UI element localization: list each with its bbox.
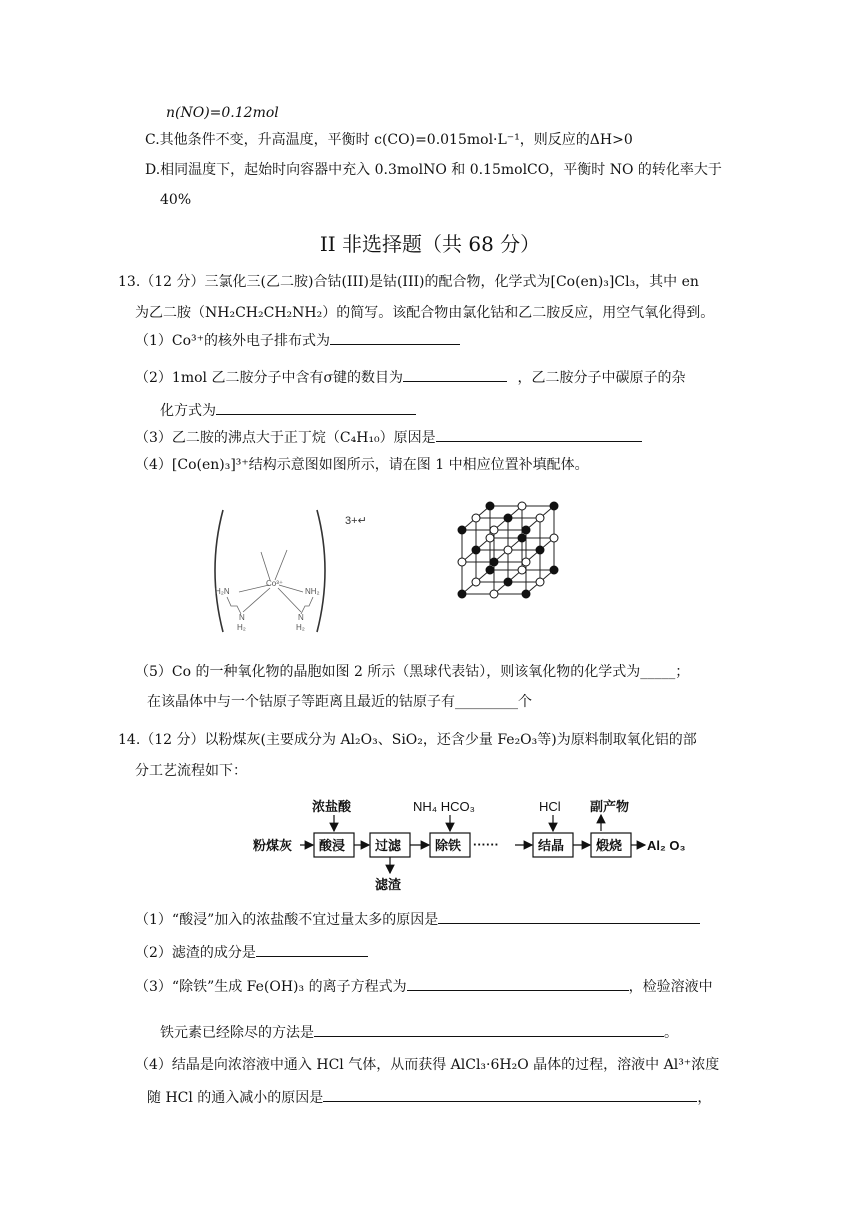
- flow-output-byproduct: 副产物: [590, 799, 630, 814]
- q14-part4-text-b: 随 HCl 的通入减小的原因是: [147, 1090, 324, 1106]
- flow-step: 结晶: [538, 838, 565, 853]
- cobalt-atom: [522, 526, 530, 534]
- q13-part5: （5）Co 的一种氧化物的晶胞如图 2 所示（黑球代表钴），则该氧化物的化学式为_____；: [135, 664, 690, 680]
- flow-input-iron: NH₄ HCO₃: [413, 799, 475, 814]
- cobalt-atom: [550, 502, 558, 510]
- oxygen-atom: [458, 558, 466, 566]
- q14-part3-text-c: 铁元素已经除尽的方法是: [160, 1025, 314, 1041]
- answer-blank[interactable]: [330, 329, 460, 345]
- cobalt-atom: [486, 502, 494, 510]
- q14-part3-cont: [160, 1021, 678, 1043]
- answer-blank[interactable]: [323, 1086, 697, 1102]
- flow-start: 粉煤灰: [253, 838, 293, 853]
- q13-part4: （4）[Co(en)₃]³⁺结构示意图如图所示，请在图 1 中相应位置补填配体。: [135, 457, 589, 473]
- q14-part3-text: （3）“除铁”生成 Fe(OH)₃ 的离子方程式为: [135, 979, 407, 995]
- right-bracket: [317, 510, 325, 632]
- answer-blank[interactable]: [216, 399, 416, 415]
- process-flowchart: [245, 795, 705, 895]
- answer-blank[interactable]: [438, 908, 700, 924]
- q14-part3-text-b: ，检验溶液中: [628, 979, 713, 995]
- ligand-label: NH₂: [305, 587, 320, 596]
- oxygen-atom: [472, 578, 480, 586]
- q14-part2: [135, 941, 368, 963]
- q13-part2-cont: [160, 399, 416, 421]
- cobalt-atom: [458, 526, 466, 534]
- oxygen-atom: [522, 558, 530, 566]
- q14-part3: [135, 975, 713, 997]
- ligand-label: H₂: [237, 623, 246, 632]
- q14-part4: （4）结晶是向浓溶液中通入 HCl 气体，从而获得 AlCl₃·6H₂O 晶体的过程，溶液中 Al³⁺浓度: [135, 1057, 720, 1073]
- q13-part1-text: （1）Co³⁺的核外电子排布式为: [135, 333, 331, 349]
- ligand-label: H₂: [296, 623, 305, 632]
- flow-product: Al₂ O₃: [647, 838, 686, 853]
- oxygen-atom: [536, 578, 544, 586]
- section-title: II 非选择题（共 68 分）: [319, 232, 541, 256]
- q13-part2-text: （2）1mol 乙二胺分子中含有σ键的数目为: [135, 370, 404, 386]
- cobalt-atom: [550, 566, 558, 574]
- q14-part3-text-d: 。: [664, 1025, 678, 1041]
- cobalt-atom: [490, 558, 498, 566]
- q13-part1: [135, 329, 460, 351]
- flow-step: 煅烧: [596, 838, 623, 853]
- option-d: D.相同温度下，起始时向容器中充入 0.3molNO 和 0.15molCO，平衡时 NO 的转化率大于: [145, 162, 722, 178]
- flow-input-acid: 浓盐酸: [312, 799, 352, 814]
- flow-ellipsis: ······: [473, 837, 499, 852]
- flow-step: 酸浸: [319, 838, 346, 853]
- q13-part5-cont: 在该晶体中与一个钴原子等距离且最近的钴原子有_________个: [147, 694, 532, 710]
- q13-part3-text: （3）乙二胺的沸点大于正丁烷（C₄H₁₀）原因是: [135, 430, 436, 446]
- flow-step: 除铁: [435, 838, 462, 853]
- q14-part4-cont: [147, 1086, 711, 1108]
- q13-part2: [135, 366, 685, 388]
- ligand-label: H₂N: [215, 587, 230, 596]
- answer-blank[interactable]: [407, 975, 629, 991]
- co-center-label: Co³⁺: [266, 579, 284, 588]
- q14-part1-text: （1）“酸浸”加入的浓盐酸不宜过量太多的原因是: [135, 912, 439, 928]
- oxygen-atom: [472, 514, 480, 522]
- q13-part3: [135, 426, 642, 448]
- q14-part2-text: （2）滤渣的成分是: [135, 945, 256, 961]
- q14-stem-1: 14.（12 分）以粉煤灰(主要成分为 Al₂O₃、SiO₂，还含少量 Fe₂O₃等)为原料制取氧化铝的部: [118, 732, 697, 748]
- oxygen-atom: [536, 514, 544, 522]
- figure2-crystal-cell: [450, 500, 565, 610]
- cobalt-atom: [522, 590, 530, 598]
- cobalt-atom: [518, 534, 526, 542]
- answer-blank[interactable]: [256, 941, 368, 957]
- flow-input-hcl: HCl: [539, 799, 561, 814]
- cobalt-atom: [504, 514, 512, 522]
- cobalt-atom: [504, 578, 512, 586]
- answer-blank[interactable]: [436, 426, 642, 442]
- flow-step: 过滤: [375, 838, 402, 853]
- q13-part2-text-c: 化方式为: [160, 403, 216, 419]
- answer-blank[interactable]: [403, 366, 507, 382]
- q13-stem-1: 13.（12 分）三氯化三(乙二胺)合钴(III)是钴(III)的配合物，化学式为[Co(en)₃]Cl₃，其中 en: [118, 274, 699, 290]
- cobalt-atom: [536, 546, 544, 554]
- ligand-label: N: [298, 613, 304, 622]
- cobalt-atom: [458, 590, 466, 598]
- cobalt-atom: [472, 546, 480, 554]
- oxygen-atom: [490, 526, 498, 534]
- oxygen-atom: [518, 566, 526, 574]
- q13-stem-2: 为乙二胺（NH₂CH₂CH₂NH₂）的简写。该配合物由氯化钴和乙二胺反应，用空气氧化得到。: [135, 305, 715, 321]
- left-bracket: [215, 510, 223, 632]
- oxygen-atom: [486, 534, 494, 542]
- cobalt-atom: [486, 566, 494, 574]
- answer-blank[interactable]: [314, 1021, 664, 1037]
- option-d-cont: 40%: [160, 192, 192, 208]
- oxygen-atom: [518, 502, 526, 510]
- oxygen-atom: [490, 590, 498, 598]
- text-line: n(NO)=0.12mol: [166, 105, 279, 121]
- q14-stem-2: 分工艺流程如下：: [135, 763, 247, 779]
- option-c: C.其他条件不变，升高温度，平衡时 c(CO)=0.015mol·L⁻¹，则反应的ΔH>0: [145, 132, 633, 148]
- ligand-label: N: [239, 613, 245, 622]
- oxygen-atom: [550, 534, 558, 542]
- q13-part2-text-b: ，乙二胺分子中碳原子的杂: [517, 370, 686, 386]
- oxygen-atom: [504, 546, 512, 554]
- q14-part4-text-c: ，: [697, 1090, 712, 1106]
- flow-output-residue: 滤渣: [375, 877, 402, 892]
- q14-part1: [135, 908, 700, 930]
- figure1-complex: [205, 500, 385, 640]
- charge-label: 3+↵: [345, 515, 367, 527]
